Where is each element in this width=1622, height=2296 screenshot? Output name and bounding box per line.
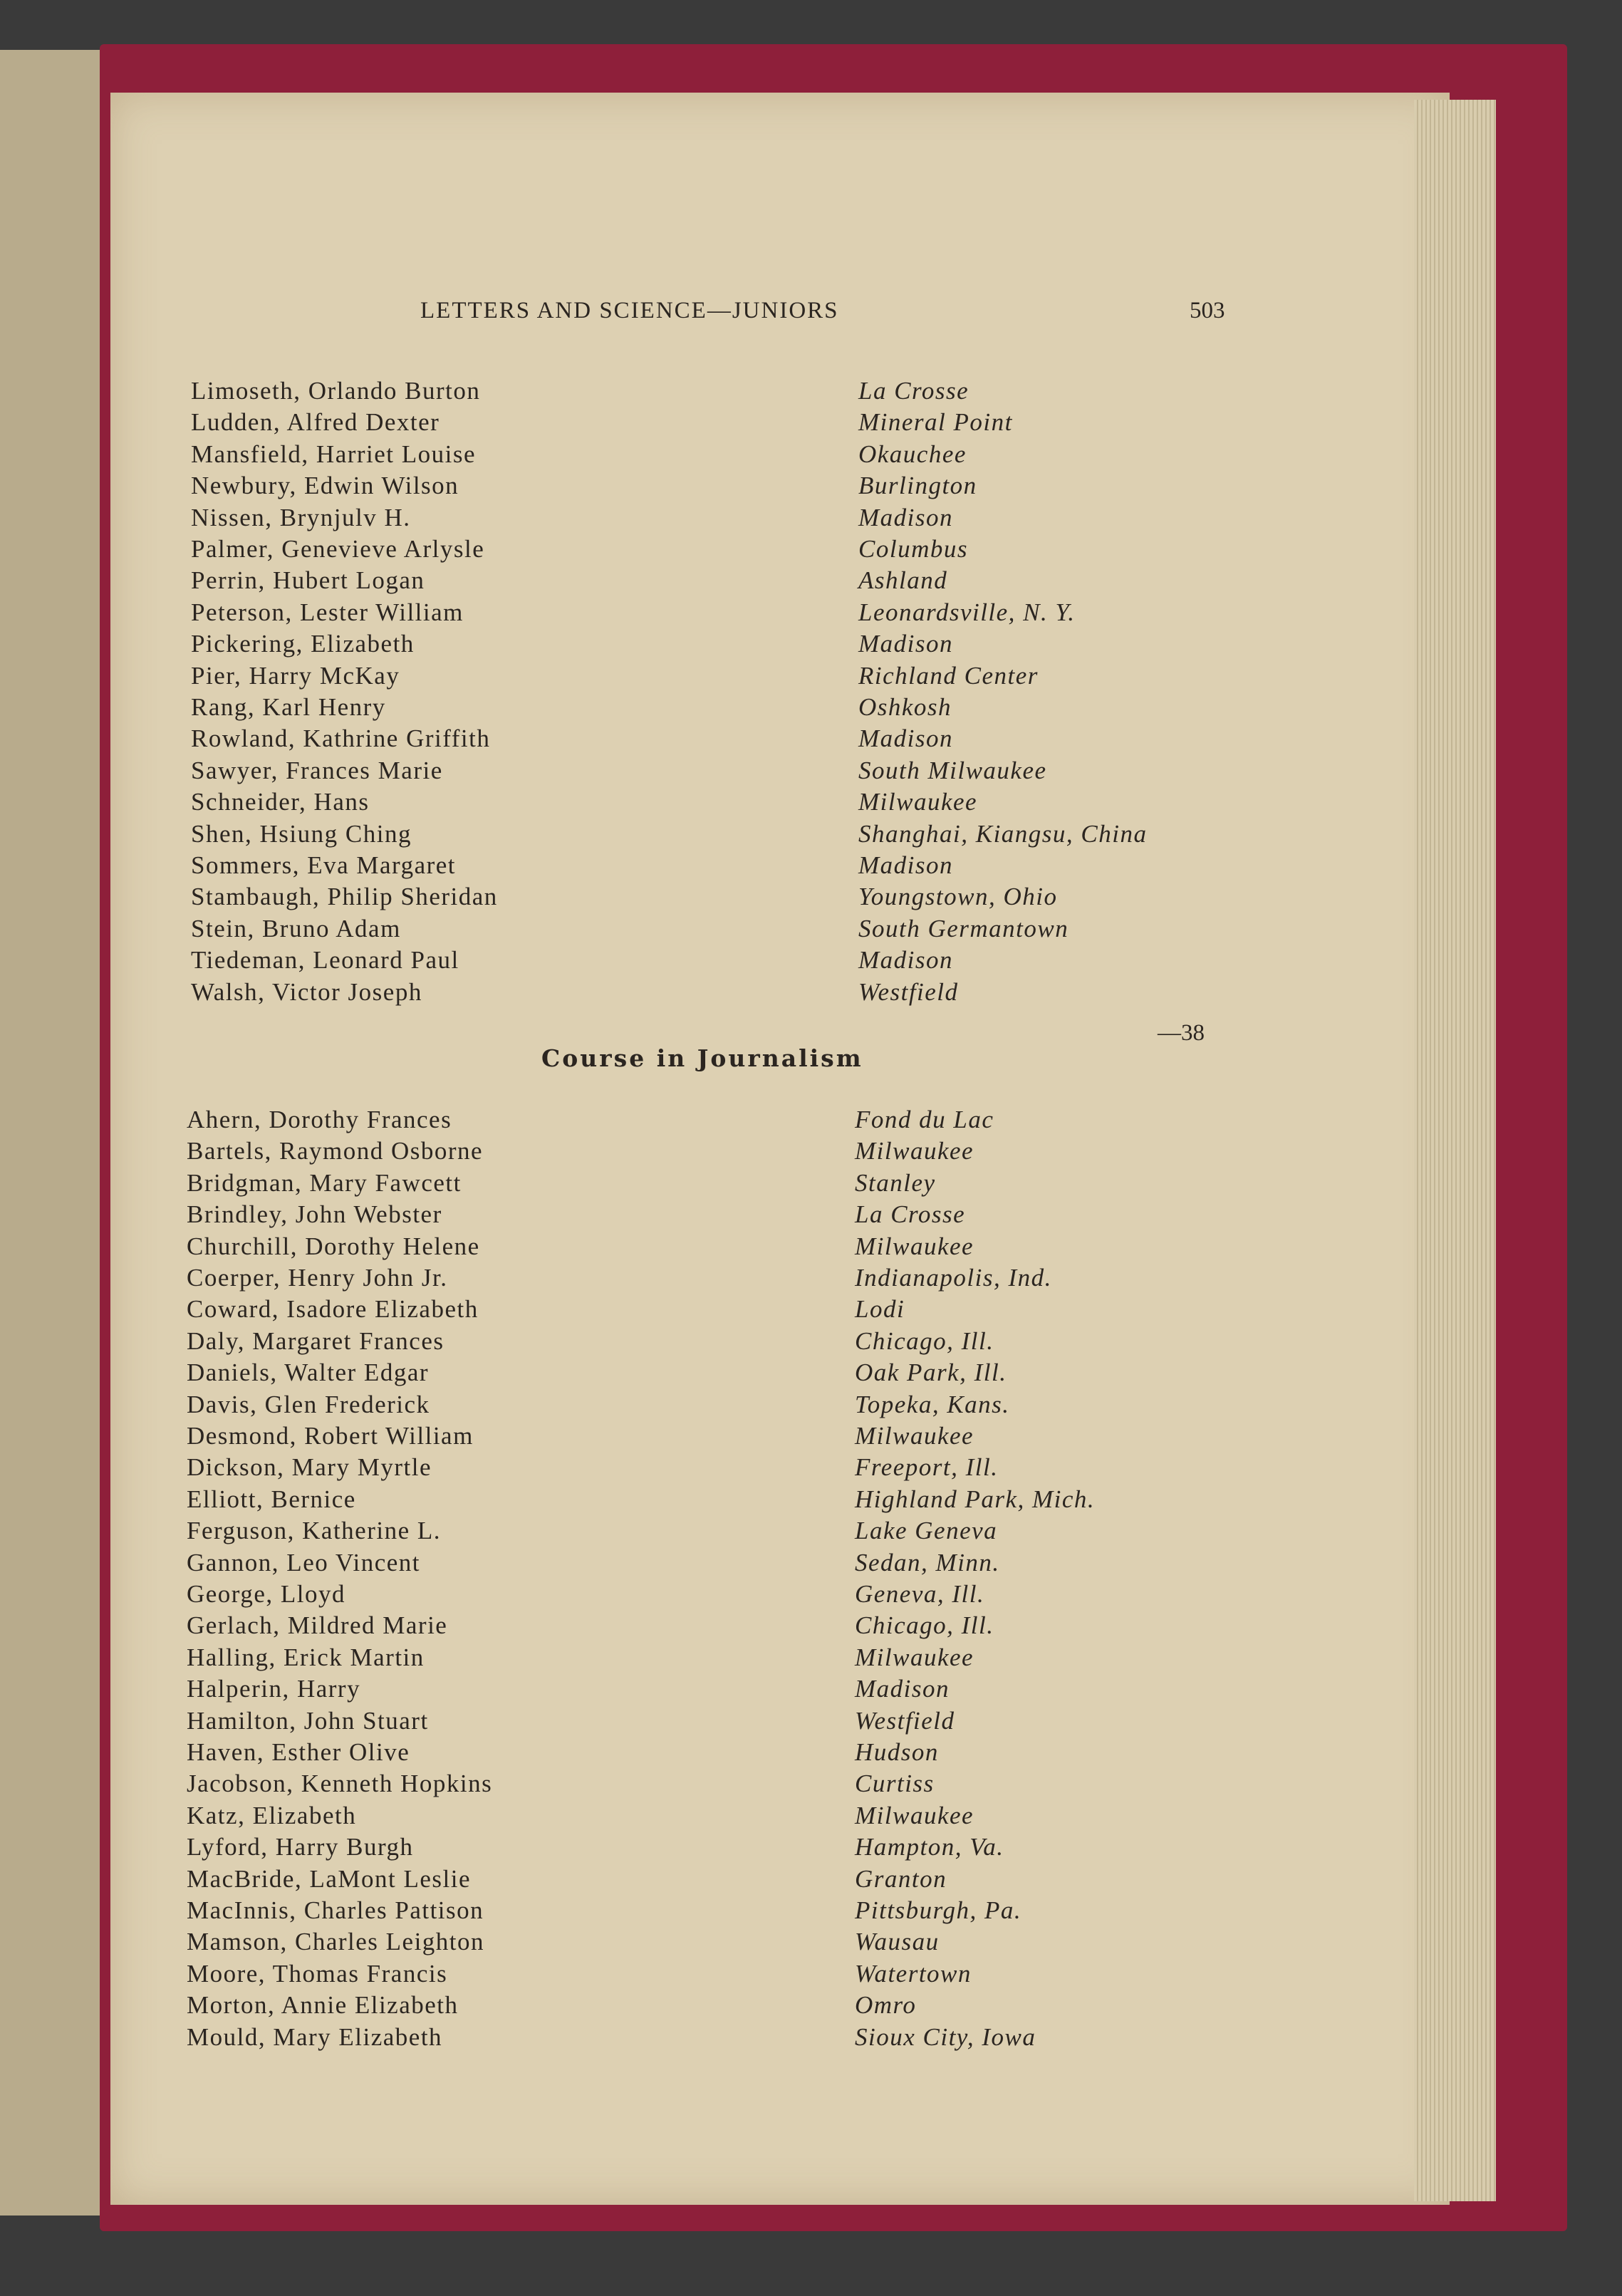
student-name: Dickson, Mary Myrtle (187, 1453, 432, 1482)
list-item (191, 819, 1259, 850)
student-name: Elliott, Bernice (187, 1485, 356, 1513)
student-name: Mansfield, Harriet Louise (191, 440, 477, 468)
hometown: Madison (858, 503, 953, 531)
student-name: Shen, Hsiung Ching (191, 819, 412, 848)
section-heading: Course in Journalism (541, 1044, 863, 1072)
hometown: Curtiss (855, 1770, 935, 1798)
hometown: La Crosse (858, 377, 969, 405)
hometown: Granton (855, 1864, 947, 1893)
list-item (187, 1262, 1255, 1294)
student-name: Mamson, Charles Leighton (187, 1928, 485, 1956)
list-item (187, 1515, 1255, 1547)
list-item (191, 407, 1259, 438)
list-item (187, 1199, 1255, 1230)
list-item (187, 1832, 1255, 1863)
student-name: MacBride, LaMont Leslie (187, 1864, 471, 1893)
juniors-total: —38 (1158, 1020, 1205, 1046)
hometown: Burlington (858, 472, 977, 500)
hometown: Freeport, Ill. (855, 1453, 999, 1482)
list-item (187, 1990, 1255, 2021)
hometown: South Germantown (858, 914, 1069, 942)
list-item (187, 1579, 1255, 1610)
hometown: Milwaukee (855, 1232, 974, 1260)
hometown: Hampton, Va. (855, 1833, 1004, 1861)
list-item (191, 945, 1259, 976)
list-item (191, 660, 1259, 692)
list-item (187, 1768, 1255, 1799)
student-name: Sawyer, Frances Marie (191, 756, 443, 784)
list-item (187, 1104, 1255, 1136)
hometown: Indianapolis, Ind. (855, 1264, 1052, 1292)
student-name: Stein, Bruno Adam (191, 914, 401, 942)
list-item (187, 1168, 1255, 1199)
list-item (191, 470, 1259, 502)
student-name: Gannon, Leo Vincent (187, 1548, 421, 1576)
student-name: George, Lloyd (187, 1580, 345, 1608)
student-name: Pickering, Elizabeth (191, 630, 415, 658)
list-item (191, 692, 1259, 723)
list-item (187, 1673, 1255, 1705)
hometown: Westfield (855, 1706, 955, 1735)
hometown: Wausau (855, 1928, 940, 1956)
student-name: Perrin, Hubert Logan (191, 566, 425, 595)
list-item (187, 1136, 1255, 1167)
list-item (187, 1737, 1255, 1768)
hometown: Leonardsville, N. Y. (858, 598, 1076, 626)
hometown: Madison (855, 1675, 950, 1703)
student-name: Katz, Elizabeth (187, 1801, 357, 1829)
hometown: Oshkosh (858, 693, 952, 721)
student-name: Coward, Isadore Elizabeth (187, 1295, 479, 1324)
student-name: Stambaugh, Philip Sheridan (191, 883, 498, 911)
list-item (187, 1642, 1255, 1673)
hometown: Hudson (855, 1738, 939, 1766)
hometown: Watertown (855, 1959, 972, 1988)
hometown: Sioux City, Iowa (855, 2022, 1036, 2051)
student-name: Newbury, Edwin Wilson (191, 472, 459, 500)
hometown: Milwaukee (855, 1643, 974, 1671)
list-item (187, 1895, 1255, 1926)
list-item (191, 439, 1259, 470)
student-name: Davis, Glen Frederick (187, 1390, 430, 1418)
hometown: Oak Park, Ill. (855, 1359, 1007, 1387)
list-item (191, 786, 1259, 818)
student-name: Bartels, Raymond Osborne (187, 1137, 484, 1165)
list-item (191, 913, 1259, 945)
student-name: Rowland, Kathrine Griffith (191, 724, 491, 753)
student-name: Daly, Margaret Frances (187, 1326, 445, 1355)
student-name: MacInnis, Charles Pattison (187, 1896, 484, 1924)
list-item (187, 1231, 1255, 1262)
hometown: Madison (858, 724, 953, 753)
list-item (191, 502, 1259, 534)
student-name: Ludden, Alfred Dexter (191, 408, 440, 437)
hometown: Chicago, Ill. (855, 1611, 994, 1640)
student-name: Churchill, Dorothy Helene (187, 1232, 480, 1260)
list-item (191, 565, 1259, 596)
student-name: Morton, Annie Elizabeth (187, 1991, 459, 2020)
hometown: Okauchee (858, 440, 967, 468)
list-item (187, 1705, 1255, 1737)
student-name: Hamilton, John Stuart (187, 1706, 429, 1735)
student-name: Palmer, Genevieve Arlysle (191, 535, 485, 563)
page-block-edges (1414, 100, 1496, 2201)
hometown: Stanley (855, 1168, 936, 1197)
list-item (191, 723, 1259, 754)
hometown: Westfield (858, 977, 959, 1006)
hometown: Fond du Lac (855, 1106, 994, 1133)
student-name: Halling, Erick Martin (187, 1643, 425, 1671)
student-name: Ahern, Dorothy Frances (187, 1106, 452, 1133)
hometown: South Milwaukee (858, 756, 1047, 784)
list-item (187, 1800, 1255, 1832)
student-name: Halperin, Harry (187, 1675, 361, 1703)
hometown: Omro (855, 1991, 917, 2020)
student-name: Tiedeman, Leonard Paul (191, 946, 459, 975)
hometown: Topeka, Kans. (855, 1390, 1010, 1418)
hometown: Geneva, Ill. (855, 1580, 985, 1608)
list-item (187, 1420, 1255, 1452)
hometown: Lake Geneva (855, 1517, 998, 1545)
list-item (191, 977, 1259, 1008)
hometown: Pittsburgh, Pa. (855, 1896, 1022, 1924)
list-item (187, 1389, 1255, 1420)
list-item (191, 534, 1259, 565)
hometown: Columbus (858, 535, 968, 563)
list-item (187, 1958, 1255, 1990)
list-item (191, 755, 1259, 786)
hometown: Lodi (855, 1295, 905, 1324)
student-name: Schneider, Hans (191, 788, 370, 816)
student-name: Limoseth, Orlando Burton (191, 377, 481, 405)
list-item (187, 1547, 1255, 1579)
hometown: Sedan, Minn. (855, 1548, 1000, 1576)
facing-page-edge (0, 50, 111, 2216)
student-name: Brindley, John Webster (187, 1200, 442, 1229)
student-name: Ferguson, Katherine L. (187, 1517, 442, 1545)
hometown: Youngstown, Ohio (858, 883, 1058, 911)
hometown: Milwaukee (858, 788, 978, 816)
hometown: Shanghai, Kiangsu, China (858, 819, 1148, 848)
list-item (191, 881, 1259, 913)
student-name: Mould, Mary Elizabeth (187, 2022, 443, 2051)
list-item (191, 597, 1259, 628)
hometown: Madison (858, 946, 953, 975)
list-item (187, 1326, 1255, 1357)
student-name: Lyford, Harry Burgh (187, 1833, 414, 1861)
student-name: Peterson, Lester William (191, 598, 464, 626)
hometown: Highland Park, Mich. (855, 1485, 1096, 1513)
student-name: Desmond, Robert William (187, 1422, 474, 1450)
student-name: Walsh, Victor Joseph (191, 977, 422, 1006)
student-name: Haven, Esther Olive (187, 1738, 410, 1766)
list-item (187, 1357, 1255, 1388)
student-name: Rang, Karl Henry (191, 693, 386, 721)
hometown: Ashland (858, 566, 948, 595)
student-name: Nissen, Brynjulv H. (191, 503, 411, 531)
list-item (187, 1864, 1255, 1895)
student-name: Daniels, Walter Edgar (187, 1359, 430, 1387)
list-item (191, 375, 1259, 407)
hometown: Milwaukee (855, 1801, 974, 1829)
hometown: Milwaukee (855, 1422, 974, 1450)
student-name: Pier, Harry McKay (191, 661, 400, 690)
running-title: LETTERS AND SCIENCE—JUNIORS (420, 298, 839, 323)
hometown: Milwaukee (855, 1137, 974, 1165)
list-item (187, 1294, 1255, 1325)
student-name: Jacobson, Kenneth Hopkins (187, 1770, 493, 1798)
student-name: Coerper, Henry John Jr. (187, 1264, 448, 1292)
hometown: Richland Center (858, 661, 1039, 690)
list-item (187, 1610, 1255, 1641)
student-name: Bridgman, Mary Fawcett (187, 1168, 462, 1197)
student-name: Gerlach, Mildred Marie (187, 1611, 448, 1640)
hometown: Madison (858, 630, 953, 658)
list-item (191, 628, 1259, 660)
hometown: Madison (858, 851, 953, 879)
list-item (187, 1452, 1255, 1483)
student-name: Sommers, Eva Margaret (191, 851, 457, 879)
list-item (191, 850, 1259, 881)
page-number: 503 (1190, 298, 1225, 323)
list-item (187, 1484, 1255, 1515)
list-item (187, 2022, 1255, 2053)
student-name: Moore, Thomas Francis (187, 1959, 448, 1988)
list-item (187, 1926, 1255, 1958)
hometown: La Crosse (855, 1200, 966, 1229)
hometown: Mineral Point (858, 408, 1013, 437)
hometown: Chicago, Ill. (855, 1326, 994, 1355)
